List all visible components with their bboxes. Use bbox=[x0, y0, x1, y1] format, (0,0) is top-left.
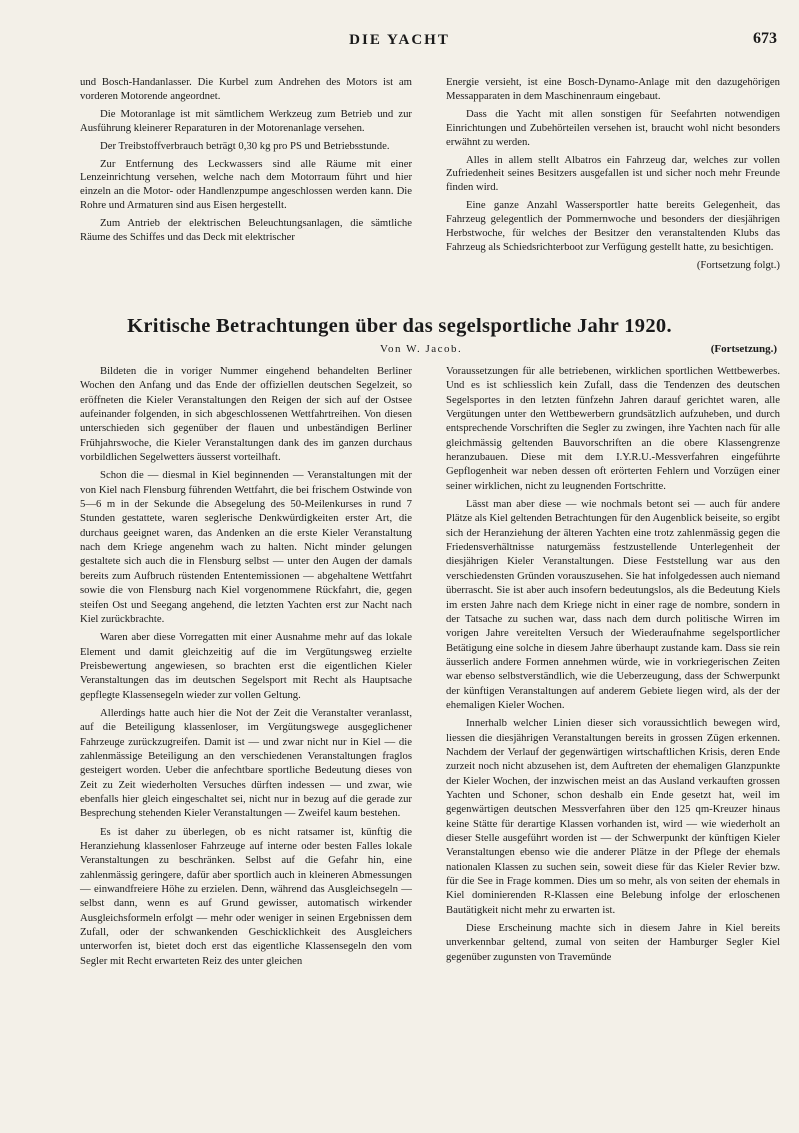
top-right-column bbox=[446, 76, 780, 277]
article-left-column bbox=[80, 364, 412, 972]
paragraph: Die Motoranlage ist mit sämtlichem Werkzeug zum Betrieb und zur Ausführung kleinerer Reparaturen in der Motorenanlage versehen. bbox=[80, 107, 412, 134]
paragraph: Schon die — diesmal in Kiel beginnenden — Veranstaltungen mit der von Kiel nach Flensburg führenden Wettfahrt, die bei frischem Ostwinde von 5—6 m in der Sekunde die Absegelung des 50-Meilenkurses in rund 7 Stunden gestattete, waren seglerische Denkwürdigkeiten erster Art, die durchaus geeignet waren, das Andenken an die erste Kieler Veranstaltung nach dem Kriege angenehm wach zu halten. Nicht minder gelungen gestaltete sich auch die in Flensburg selbst — unter den Augen der damals bereits zum Aufbruch rüstenden Ententemissionen — abgehaltene Wettfahrt sowie die von Flensburg nach Kiel vorgenommene Rückfahrt, die, gegen steifen Ost und Seegang angehend, die letzten Yachten erst zur Nacht nach Kiel zurückbrachte. bbox=[80, 469, 412, 625]
paragraph: Lässt man aber diese — wie nochmals betont sei — auch für andere Plätze als Kiel geltenden Betrachtungen für den Augenblick beiseite, so ergibt sich der Heranziehung der älteren Yachten eine trotz zahlenmässig gegen die Friedensverhältnisse naturgemäss festzustellende Unterlegenheit der diesjährigen Kieler Veranstaltungen. Diese Feststellung war aus den verschiedensten Gründen vorauszusehen. Sie hat infolgedessen auch niemand überrascht. Sie ist aber auch insofern bedeutungslos, als die Bedeutung Kiels im ersten Jahre nach dem Kriege nicht in einer rage de nombre, sondern in der Tatsache zu suchen war, dass nach dem durch politische Wirren im vorigen Jahre vereitelten Versuch der Wiederaufnahme segelsportlicher Betätigung eine solche in diesem Jahre überhaupt zustande kam. Dass sie rein äusserlich andere Formen annehmen würde, wie in vorkriegerischen Zeiten war ebenso selbstverständlich, wie die Ueberzeugung, dass der Schwerpunkt der künftigen Veranstaltungen auf anderem Gebiete liegen wird, als der der ehemaligen Kieler Wochen. bbox=[446, 498, 780, 711]
top-left-column bbox=[80, 76, 412, 249]
paragraph: Eine ganze Anzahl Wassersportler hatte bereits Gelegenheit, das Fahrzeug gelegentlich der Pommernwoche und besonders der diesjährigen Herbstwoche, für welches der Besitzer den veranstaltenden Klubs das Fahrzeug als Schiedsrichterboot zur Verfügung gestellt hatte, zu besichtigen. bbox=[446, 199, 780, 253]
paragraph: Alles in allem stellt Albatros ein Fahrzeug dar, welches zur vollen Zufriedenheit seines Besitzers ausgefallen ist und sicher noch mehr Freunde finden wird. bbox=[446, 153, 780, 194]
paragraph: Es ist daher zu überlegen, ob es nicht ratsamer ist, künftig die Heranziehung klassenloser Fahrzeuge auf interne oder besten Falles lokale Veranstaltungen zu beschränken. Selbst auf die Gefahr hin, eine zahlenmässig geringere, dafür aber sportlich auch in kleineren Abmessungen — einwandfreiere Höhe zu erzielen. Denn, während das Ausgleichsegeln — selbst dann, wenn es auf Grund gewisser, automatisch wirkender Ausgleichsformeln erfolgt — mehr oder weniger in seinen Ergebnissen dem Zufall, oder der schwankenden Geschicklichkeit des Ausgleichers unterworfen ist, bietet doch erst das eigentliche Klassensegeln den vom Segler mit Recht erwarteten Reiz des unter gleichen bbox=[80, 825, 412, 967]
continued-note: (Fortsetzung folgt.) bbox=[696, 258, 780, 271]
paragraph: Dass die Yacht mit allen sonstigen für Seefahrten notwendigen Einrichtungen und Zubehörteilen versehen ist, braucht wohl nicht besonders erwähnt zu werden. bbox=[446, 107, 780, 148]
article-title: Kritische Betrachtungen über das segelsportliche Jahr 1920. bbox=[127, 315, 672, 337]
paragraph: Der Treibstoffverbrauch beträgt 0,30 kg pro PS und Betriebsstunde. bbox=[100, 139, 390, 152]
article-byline: Von W. Jacob. bbox=[380, 343, 463, 355]
paragraph: Waren aber diese Vorregatten mit einer Ausnahme mehr auf das lokale Element und damit gleichzeitig auf die im Vergütungsweg erzielte Preisbewertung angewiesen, so brachten erst die eigentlichen Kieler Veranstaltungen das im deutschen Segelsport mit Recht als Hauptsache gepflegte Klassensegeln wieder zur vollen Geltung. bbox=[80, 631, 412, 701]
continuation-label: (Fortsetzung.) bbox=[710, 343, 777, 355]
page-number: 673 bbox=[753, 30, 777, 47]
paragraph: Zur Entfernung des Leckwassers sind alle Räume mit einer Lenzeinrichtung versehen, welche nach dem Motorraum führt und hier einzeln an die Motor- oder Handlenzpumpe angeschlossen werden kann. Die Rohre und Armaturen sind aus Eisen hergestellt. bbox=[80, 157, 412, 212]
running-title: DIE YACHT bbox=[349, 32, 450, 48]
paragraph: Energie versieht, ist eine Bosch-Dynamo-Anlage mit den dazugehörigen Messapparaten in dem Maschinenraum eingebaut. bbox=[446, 76, 780, 102]
paragraph: Diese Erscheinung machte sich in diesem Jahre in Kiel bereits unverkennbar geltend, zumal von seiten der Hamburger Segler Kiel gegenüber zugunsten von Travemünde bbox=[446, 922, 780, 963]
article-right-column bbox=[446, 364, 780, 968]
paragraph: und Bosch-Handanlasser. Die Kurbel zum Andrehen des Motors ist am vorderen Motorende angeordnet. bbox=[80, 76, 412, 102]
paragraph: Voraussetzungen für alle betriebenen, wirklichen sportlichen Wettbewerbes. Und es ist schliesslich kein Zufall, dass die Tendenzen des deutschen Segelsportes in den letzten fünfzehn Jahren darauf gerichtet waren, alle Vergütungen unter den Wettbewerbern grundsätzlich aufzuheben, und durch entsprechende Vorschriften die Segler zu zwingen, ihre Yachten nach für alle gleichmässig geltenden Bauvorschriften an die obere Klassengrenze heranzubauen. Diese mit dem I.Y.R.U.-Messverfahren eingeführte Gepflogenheit war neben dessen oft erörterten Fehlern und Vorzügen einer seiner wirklichen, nicht zu leugnenden Fortschritte. bbox=[446, 365, 780, 492]
paragraph: Innerhalb welcher Linien dieser sich voraussichtlich bewegen wird, liessen die diesjährigen Veranstaltungen bereits in grossen Zügen erkennen. Nachdem der Verlauf der gegenwärtigen wirtschaftlichen Krisis, deren Ende zurzeit noch nicht abzusehen ist, dem Auftreten der ehemaligen Glanzpunkte der Kieler Wochen, der inzwischen meist an das Ausland verkauften grossen Yachten und Schoner, schon deshalb ein Ende gesetzt hat, weil im gegenwärtigen deutschen Messverfahren über den 125 qm-Kreuzer hinaus keine Stätte für derartige Klassen vorhanden ist, wird — wie wiederholt an dieser Stelle ausgeführt worden ist — der Schwerpunkt der künftigen Kieler Veranstaltungen ebenso wie die anderer Plätze in der Pflege der ehemals nationalen Klassen zu suchen sein, soweit diese für das Kieler Revier bzw. für die See in Frage kommen. Dies um so mehr, als von seiten der ehemals in Kiel dominierenden R-Klassen eine Belebung infolge der erloschenen Bautätigkeit nicht mehr zu erwarten ist. bbox=[446, 717, 780, 916]
paragraph: Allerdings hatte auch hier die Not der Zeit die Veranstalter veranlasst, auf die Beteiligung klassenloser, im Vergütungswege ausgeglichener Fahrzeuge zurückzugreifen. Damit ist — und zwar nicht nur in Kiel — die zahlenmässige Beteiligung an den verschiedenen Veranstaltungen fraglos gesteigert worden. Ueber die anfechtbare sportliche Bedeutung dieses von Zeit zu Zeit wiederholten Versuches dürften indessen — und zwar, wie ebenfalls hier gleich eingeschaltet sei, nicht nur in bezug auf die gerade zur Besprechung stehenden Kieler Veranstaltungen — Zweifel kaum bestehen. bbox=[80, 706, 412, 820]
paragraph: Zum Antrieb der elektrischen Beleuchtungsanlagen, die sämtliche Räume des Schiffes und das Deck mit elektrischer bbox=[80, 217, 412, 244]
paragraph: Bildeten die in voriger Nummer eingehend behandelten Berliner Wochen den Anfang und das Ende der offiziellen deutschen Segelzeit, so eröffneten die Kieler Veranstaltungen den Reigen der sich auf der Ostsee aufeinander folgenden, in sich abgeschlossenen Wettfahrtreihen. Von diesen unterschieden sich gegenüber der flauen und unbeständigen Berliner Frühjahrswoche, die Kieler Veranstaltungen dank des im ganzen durchaus vorbildlichen Segelwetters äusserst vorteilhaft. bbox=[80, 365, 412, 464]
